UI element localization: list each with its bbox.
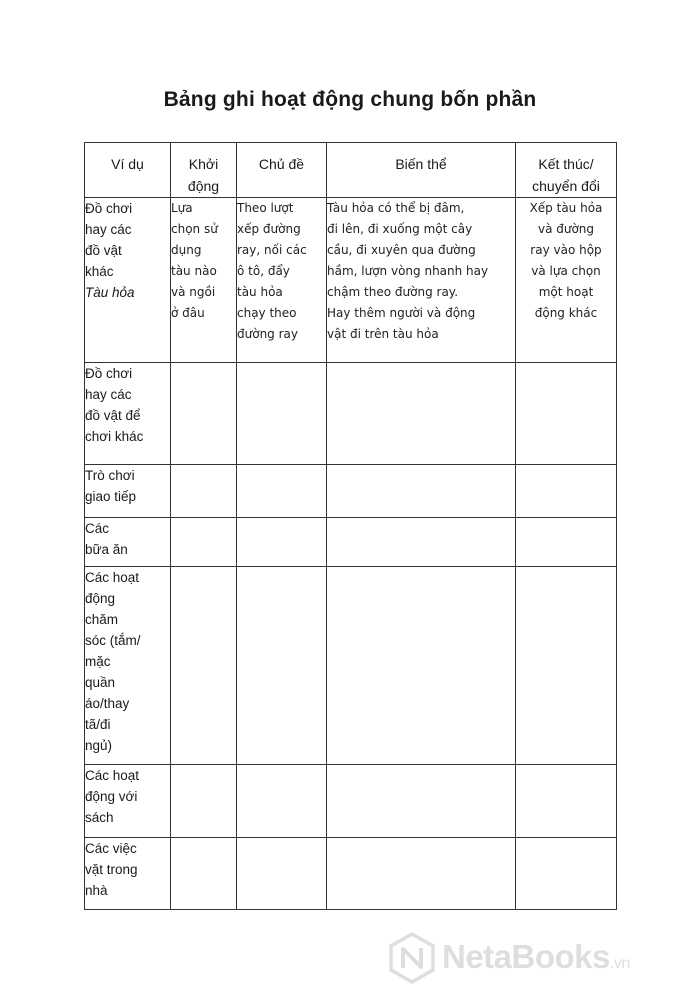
row-label: Các việc vặt trong nhà xyxy=(85,838,171,910)
empty-cell xyxy=(327,465,516,518)
row-label: Đồ chơi hay các đồ vật để chơi khác xyxy=(85,363,171,465)
empty-cell xyxy=(237,838,327,910)
header-row xyxy=(85,143,617,198)
empty-cell xyxy=(171,838,237,910)
table-row xyxy=(85,838,617,910)
empty-cell xyxy=(516,518,617,567)
empty-cell xyxy=(171,765,237,838)
page-title: Bảng ghi hoạt động chung bốn phần xyxy=(163,88,537,111)
watermark-text: NetaBooks.vn xyxy=(442,938,630,975)
table-row xyxy=(85,363,617,465)
empty-cell xyxy=(237,765,327,838)
header-example: Ví dụ xyxy=(85,143,171,198)
empty-cell xyxy=(237,518,327,567)
header-variation: Biến thể xyxy=(327,143,516,198)
empty-cell xyxy=(516,838,617,910)
netabooks-logo-icon xyxy=(388,932,436,984)
empty-cell xyxy=(327,518,516,567)
empty-cell xyxy=(237,363,327,465)
row-label: Trò chơi giao tiếp xyxy=(85,465,171,518)
empty-cell xyxy=(516,567,617,765)
table-row xyxy=(85,465,617,518)
cell-start: Lựa chọn sử dụng tàu nào và ngồi ở đâu xyxy=(171,198,237,363)
row-label: Các bữa ăn xyxy=(85,518,171,567)
watermark xyxy=(388,930,688,986)
empty-cell xyxy=(516,363,617,465)
header-ending: Kết thúc/ chuyển đổi xyxy=(516,143,617,198)
empty-cell xyxy=(237,567,327,765)
empty-cell xyxy=(516,765,617,838)
header-theme: Chủ đề xyxy=(237,143,327,198)
empty-cell xyxy=(237,465,327,518)
empty-cell xyxy=(327,838,516,910)
table-row xyxy=(85,518,617,567)
empty-cell xyxy=(327,363,516,465)
cell-ending: Xếp tàu hỏa và đường ray vào hộp và lựa chọn một hoạt động khác xyxy=(516,198,617,363)
empty-cell xyxy=(171,363,237,465)
row-label: Đồ chơi hay các đồ vật khác Tàu hỏa xyxy=(85,198,171,363)
table-row xyxy=(85,765,617,838)
row-label: Các hoạt động với sách xyxy=(85,765,171,838)
empty-cell xyxy=(171,567,237,765)
empty-cell xyxy=(516,465,617,518)
activity-table xyxy=(84,142,617,910)
cell-theme: Theo lượt xếp đường ray, nối các ô tô, đẩy tàu hỏa chạy theo đường ray xyxy=(237,198,327,363)
empty-cell xyxy=(327,765,516,838)
table-row xyxy=(85,567,617,765)
empty-cell xyxy=(327,567,516,765)
empty-cell xyxy=(171,518,237,567)
header-start: Khởi động xyxy=(171,143,237,198)
cell-variation: Tàu hỏa có thể bị đâm, đi lên, đi xuống một cây cầu, đi xuyên qua đường hầm, lượn vòng nhanh hay chậm theo đường ray. Hay thêm người và động vật đi trên tàu hỏa xyxy=(327,198,516,363)
table-row xyxy=(85,198,617,363)
row-label: Các hoạt động chăm sóc (tắm/ mặc quần áo/thay tã/đi ngủ) xyxy=(85,567,171,765)
empty-cell xyxy=(171,465,237,518)
